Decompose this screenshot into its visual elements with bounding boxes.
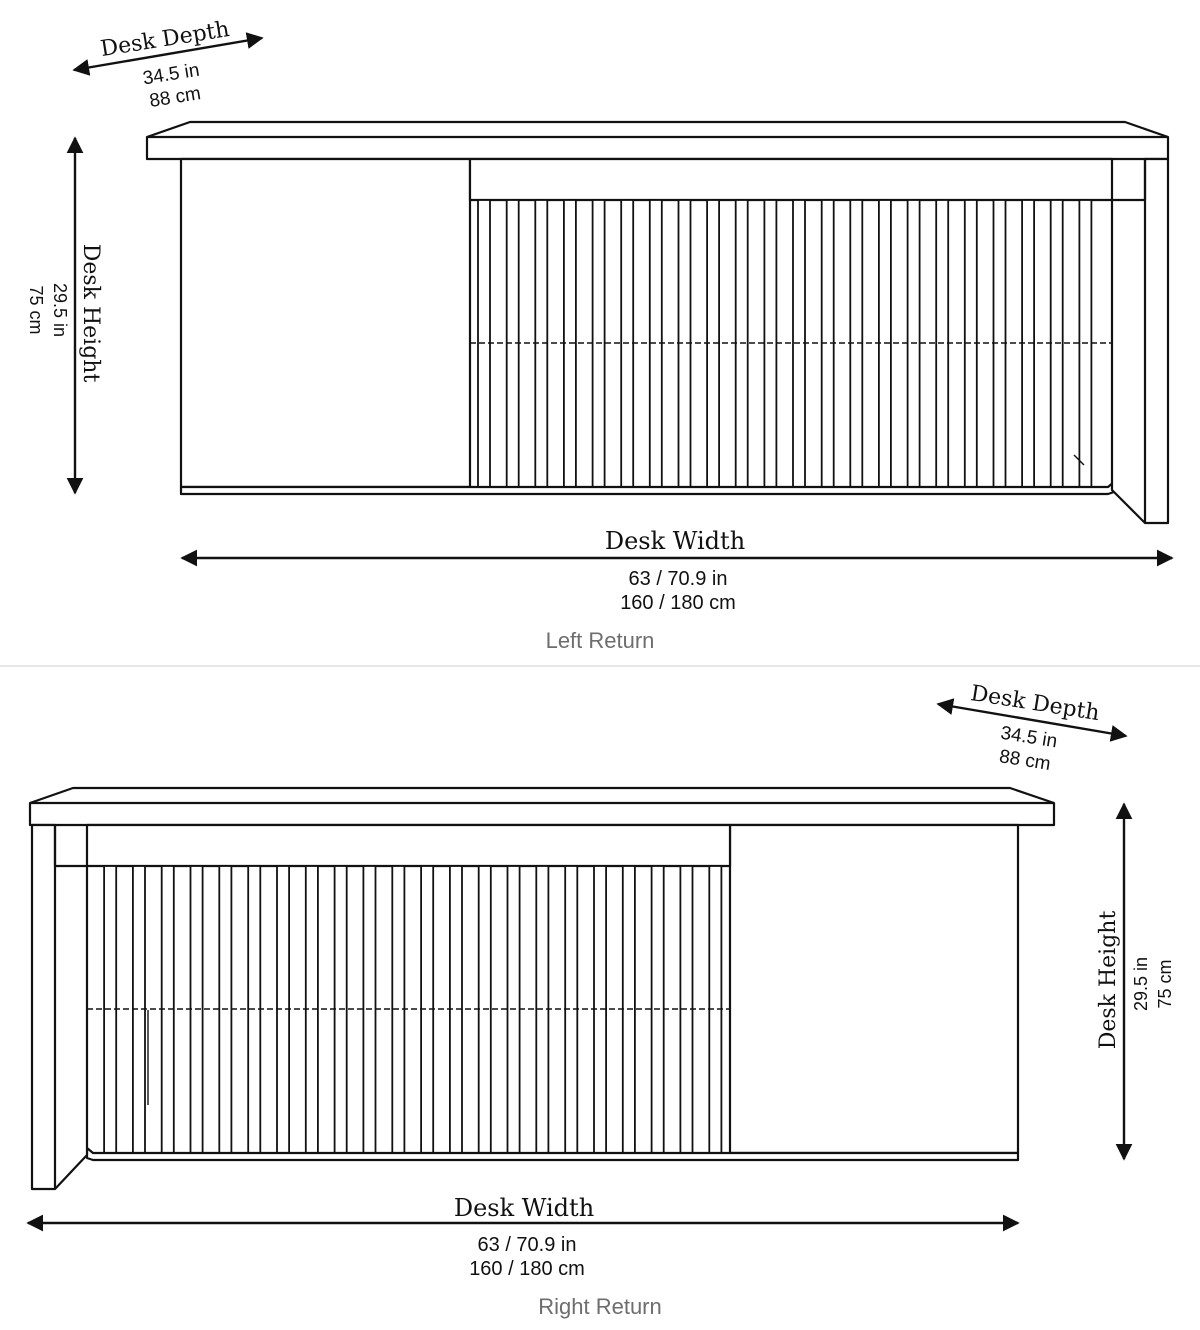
left-apron: [470, 159, 1112, 200]
left-height-in: 29.5 in: [50, 282, 70, 338]
left-desktop-surface: [147, 122, 1168, 159]
left-depth-cm: 88 cm: [147, 83, 203, 112]
left-width-cm: 160 / 180 cm: [620, 592, 736, 614]
left-width-in: 63 / 70.9 in: [628, 568, 728, 590]
right-depth-in: 34.5 in: [999, 722, 1059, 753]
right-width-label: Desk Width: [453, 1194, 595, 1222]
right-height-label: Desk Height: [1096, 910, 1121, 1050]
left-solid-panel: [181, 159, 470, 487]
left-width-label: Desk Width: [604, 527, 746, 555]
right-width-cm: 160 / 180 cm: [469, 1258, 585, 1280]
right-apron: [87, 825, 730, 866]
left-height-cm: 75 cm: [26, 285, 46, 335]
right-return-view: [28, 681, 1175, 1319]
right-height-cm: 75 cm: [1155, 959, 1175, 1009]
left-return-view: [26, 17, 1172, 653]
right-return-leg: [32, 825, 87, 1189]
right-height-in: 29.5 in: [1131, 956, 1151, 1012]
right-return-caption: Right Return: [538, 1294, 662, 1319]
left-depth-in: 34.5 in: [141, 59, 201, 90]
right-solid-panel: [730, 825, 1018, 1153]
left-height-label: Desk Height: [78, 243, 103, 383]
right-depth-cm: 88 cm: [997, 746, 1053, 775]
left-return-leg: [1112, 159, 1168, 523]
right-depth-label: Desk Depth: [968, 681, 1102, 727]
left-return-caption: Left Return: [545, 628, 655, 653]
right-desktop-surface: [30, 788, 1054, 825]
right-width-in: 63 / 70.9 in: [477, 1234, 577, 1256]
left-depth-label: Desk Depth: [98, 17, 232, 63]
